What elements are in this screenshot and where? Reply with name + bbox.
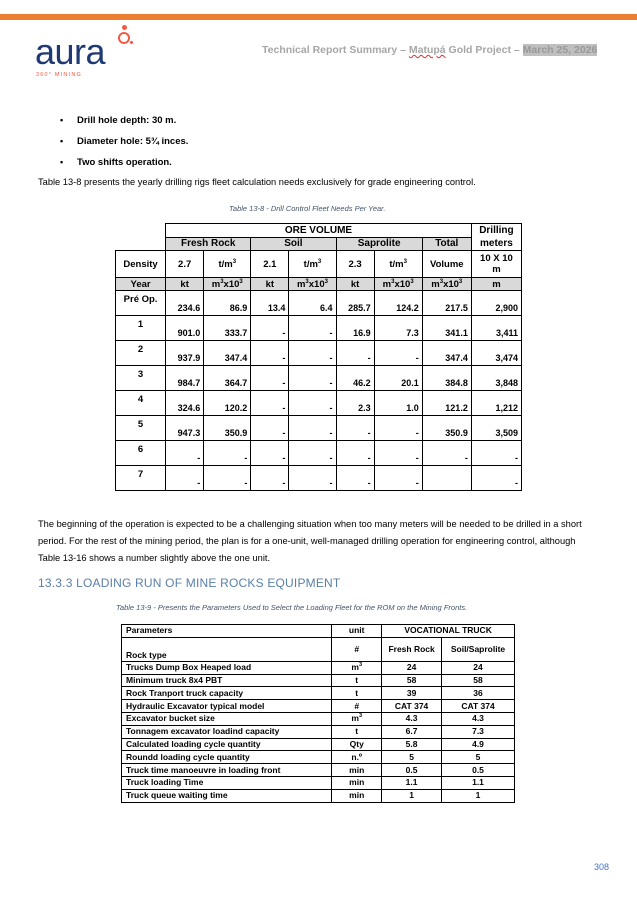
total-header: Total (422, 237, 471, 251)
year-cell: Pré Op. (116, 291, 166, 316)
unit-cell: min (332, 789, 382, 802)
cell: - (289, 441, 336, 466)
cell: - (289, 341, 336, 366)
soil-value: 4.9 (442, 738, 515, 751)
cell: - (336, 341, 374, 366)
cell: 3,509 (471, 416, 521, 441)
cell: 384.8 (422, 366, 471, 391)
param-name: Rock Tranport truck capacity (122, 687, 332, 700)
soil-value: 7.3 (442, 725, 515, 738)
table-row (122, 712, 515, 725)
header-title-middle: Gold Project – (445, 44, 523, 56)
rock-type-unit: # (332, 637, 382, 661)
density-row (116, 251, 522, 278)
unit-m3: $m^3x10^3$ (374, 278, 422, 291)
cell: 2.3 (336, 391, 374, 416)
cell: 901.0 (166, 316, 204, 341)
cell: 124.2 (374, 291, 422, 316)
fresh-value: 5 (382, 751, 442, 764)
cell: 121.2 (422, 391, 471, 416)
table-row (122, 661, 515, 674)
param-name: Tonnagem excavator loadind capacity (122, 725, 332, 738)
unit-kt: kt (251, 278, 289, 291)
rock-type-row (122, 637, 515, 661)
cell: 3,848 (471, 366, 521, 391)
cell: 6.4 (289, 291, 336, 316)
unit-cell: t (332, 674, 382, 687)
param-name: Truck time manoeuvre in loading front (122, 764, 332, 777)
ore-volume-header: ORE VOLUME (166, 224, 472, 238)
cell: - (289, 416, 336, 441)
year-cell: 5 (116, 416, 166, 441)
cell: - (374, 341, 422, 366)
cell: - (289, 316, 336, 341)
cell: 947.3 (166, 416, 204, 441)
total-volume-label: Volume (422, 251, 471, 278)
cell: - (374, 416, 422, 441)
vocational-truck-header: VOCATIONAL TRUCK (382, 625, 515, 638)
cell: - (251, 366, 289, 391)
table-row (122, 687, 515, 700)
table-row (116, 441, 522, 466)
table-row (116, 341, 522, 366)
cell: 333.7 (204, 316, 251, 341)
rock-type-label: Rock type (122, 637, 332, 661)
cell (422, 466, 471, 491)
cell: 234.6 (166, 291, 204, 316)
unit-cell: n.º (332, 751, 382, 764)
fresh-value: CAT 374 (382, 700, 442, 713)
cell: 347.4 (422, 341, 471, 366)
cell: - (251, 441, 289, 466)
density-label: Density (116, 251, 166, 278)
fresh-value: 4.3 (382, 712, 442, 725)
unit-header: unit (332, 625, 382, 638)
header-title-prefix: Technical Report Summary – (262, 44, 409, 56)
cell: - (336, 441, 374, 466)
year-cell: 2 (116, 341, 166, 366)
unit-kt: kt (336, 278, 374, 291)
year-cell: 7 (116, 466, 166, 491)
table-row (116, 316, 522, 341)
soil-saprolite-col-header: Soil/Saprolite (442, 637, 515, 661)
table-row (122, 764, 515, 777)
fresh-value: 1.1 (382, 776, 442, 789)
cell: - (251, 416, 289, 441)
cell: 3,474 (471, 341, 521, 366)
soil-value: 24 (442, 661, 515, 674)
saprolite-density-unit: $t/m^3$ (374, 251, 422, 278)
unit-cell: $m^3$ (332, 712, 382, 725)
cell: 350.9 (422, 416, 471, 441)
unit-m3: $m^3x10^3$ (204, 278, 251, 291)
soil-value: 36 (442, 687, 515, 700)
fresh-value: 0.5 (382, 764, 442, 777)
table-row (116, 416, 522, 441)
cell: 324.6 (166, 391, 204, 416)
param-name: Truck queue waiting time (122, 789, 332, 802)
logo-dot-icon (122, 25, 127, 30)
table-row (122, 700, 515, 713)
param-name: Trucks Dump Box Heaped load (122, 661, 332, 674)
unit-m3: $m^3x10^3$ (289, 278, 336, 291)
header-date: March 25, 2026 (522, 44, 598, 56)
unit-cell: $m^3$ (332, 661, 382, 674)
year-units-row (116, 278, 522, 291)
unit-m3: $m^3x10^3$ (422, 278, 471, 291)
soil-value: 1.1 (442, 776, 515, 789)
logo-small-dot-icon (130, 41, 133, 44)
soil-density-unit: $t/m^3$ (289, 251, 336, 278)
table-row (122, 738, 515, 751)
table-row (122, 751, 515, 764)
cell: - (336, 466, 374, 491)
fresh-rock-density: 2.7 (166, 251, 204, 278)
cell: - (289, 391, 336, 416)
table-row (116, 366, 522, 391)
logo-tagline: 360° MINING (36, 72, 82, 78)
header-row (122, 625, 515, 638)
param-name: Calculated loading cycle quantity (122, 738, 332, 751)
fresh-value: 39 (382, 687, 442, 700)
cell: 350.9 (204, 416, 251, 441)
table-13-8-caption: Table 13-8 - Drill Control Fleet Needs Per Year. (229, 204, 386, 213)
table-row (122, 674, 515, 687)
table-row (122, 725, 515, 738)
year-cell: 4 (116, 391, 166, 416)
fresh-value: 1 (382, 789, 442, 802)
soil-value: 0.5 (442, 764, 515, 777)
unit-cell: t (332, 725, 382, 738)
cell: - (251, 391, 289, 416)
cell: 347.4 (204, 341, 251, 366)
bullet-text: Drill hole depth: 30 m. (77, 115, 177, 126)
cell: - (251, 341, 289, 366)
table-row (116, 391, 522, 416)
logo-wordmark: aura (35, 31, 106, 72)
cell: - (166, 441, 204, 466)
cell: 1.0 (374, 391, 422, 416)
cell: 984.7 (166, 366, 204, 391)
fresh-value: 58 (382, 674, 442, 687)
cell: 1,212 (471, 391, 521, 416)
soil-value: 58 (442, 674, 515, 687)
cell: - (289, 466, 336, 491)
param-name: Excavator bucket size (122, 712, 332, 725)
cell: - (289, 366, 336, 391)
drill-control-fleet-table (115, 223, 522, 491)
soil-value: 4.3 (442, 712, 515, 725)
loading-fleet-parameters-table (121, 624, 515, 803)
saprolite-density: 2.3 (336, 251, 374, 278)
bullet-icon: • (60, 136, 64, 146)
running-header (262, 44, 597, 56)
year-cell: 6 (116, 441, 166, 466)
bullet-text: Diameter hole: 5¾ inces. (77, 136, 189, 147)
cell: - (471, 441, 521, 466)
intro-paragraph: Table 13-8 presents the yearly drilling rigs fleet calculation needs exclusively for grade engineering control. (38, 177, 476, 187)
saprolite-header: Saprolite (336, 237, 422, 251)
table-row (122, 789, 515, 802)
logo-ring-icon (118, 32, 130, 44)
param-name: Minimum truck 8x4 PBT (122, 674, 332, 687)
cell: 120.2 (204, 391, 251, 416)
cell: 20.1 (374, 366, 422, 391)
soil-header: Soil (251, 237, 336, 251)
table-row (116, 466, 522, 491)
cell: - (204, 441, 251, 466)
header-project-name: Matupá (408, 44, 446, 56)
fresh-value: 6.7 (382, 725, 442, 738)
year-cell: 1 (116, 316, 166, 341)
cell: 217.5 (422, 291, 471, 316)
cell: 13.4 (251, 291, 289, 316)
bullet-icon: • (60, 157, 64, 167)
cell: - (251, 466, 289, 491)
cell: 86.9 (204, 291, 251, 316)
section-heading: 13.3.3 LOADING RUN OF MINE ROCKS EQUIPMENT (38, 576, 341, 590)
cell: - (374, 441, 422, 466)
cell: 364.7 (204, 366, 251, 391)
cell: 7.3 (374, 316, 422, 341)
cell: - (336, 416, 374, 441)
bullet-text: Two shifts operation. (77, 157, 172, 168)
drilling-grid-label: 10 X 10 m (471, 251, 521, 278)
fresh-rock-density-unit: $t/m^3$ (204, 251, 251, 278)
unit-kt: kt (166, 278, 204, 291)
fresh-rock-header: Fresh Rock (166, 237, 251, 251)
header-accent-bar (0, 14, 637, 20)
year-label: Year (116, 278, 166, 291)
cell: 2,900 (471, 291, 521, 316)
unit-cell: min (332, 776, 382, 789)
unit-cell: t (332, 687, 382, 700)
soil-density: 2.1 (251, 251, 289, 278)
param-name: Roundd loading cycle quantity (122, 751, 332, 764)
fresh-value: 24 (382, 661, 442, 674)
year-cell: 3 (116, 366, 166, 391)
unit-cell: Qty (332, 738, 382, 751)
bullet-icon: • (60, 115, 64, 125)
table-row (122, 776, 515, 789)
cell: - (251, 316, 289, 341)
cell: - (374, 466, 422, 491)
body-paragraph: The beginning of the operation is expected to be a challenging situation when too many meters will be needed to be drilled in a short period. For the rest of the mining period, the plan is for a one-unit, well-managed drilling operation for engineering control, although Table 13-16 shows a number slightly above the one unit. (38, 519, 582, 563)
company-logo (35, 22, 135, 82)
page-number: 308 (594, 862, 610, 872)
cell: 46.2 (336, 366, 374, 391)
cell: 16.9 (336, 316, 374, 341)
unit-cell: min (332, 764, 382, 777)
cell: 341.1 (422, 316, 471, 341)
unit-m: m (471, 278, 521, 291)
table-row (116, 291, 522, 316)
cell: 285.7 (336, 291, 374, 316)
fresh-rock-col-header: Fresh Rock (382, 637, 442, 661)
cell: - (166, 466, 204, 491)
drilling-meters-header: Drilling meters (471, 224, 521, 251)
unit-cell: # (332, 700, 382, 713)
soil-value: 5 (442, 751, 515, 764)
table-13-9-caption: Table 13-9 - Presents the Parameters Used to Select the Loading Fleet for the ROM on the Mining Fronts. (116, 603, 468, 612)
cell: 937.9 (166, 341, 204, 366)
param-name: Hydraulic Excavator typical model (122, 700, 332, 713)
fresh-value: 5.8 (382, 738, 442, 751)
cell: - (422, 441, 471, 466)
cell: 3,411 (471, 316, 521, 341)
cell: - (471, 466, 521, 491)
soil-value: CAT 374 (442, 700, 515, 713)
parameters-header: Parameters (122, 625, 332, 638)
cell: - (204, 466, 251, 491)
soil-value: 1 (442, 789, 515, 802)
param-name: Truck loading Time (122, 776, 332, 789)
